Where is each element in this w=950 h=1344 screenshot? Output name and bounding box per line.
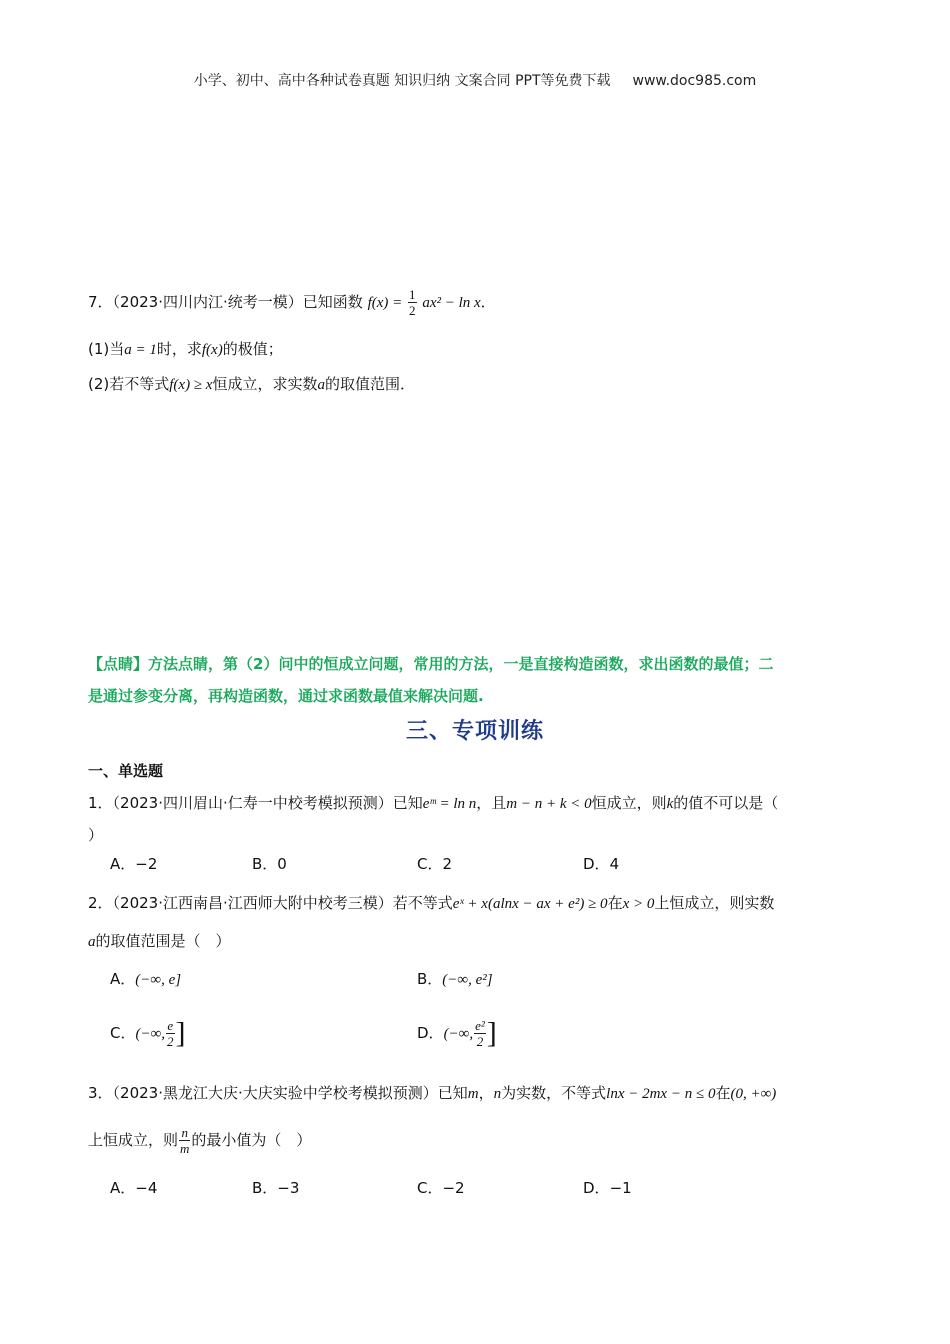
subsection-heading: 一、单选题 — [88, 762, 164, 780]
q1-prefix: 已知 — [392, 794, 423, 812]
q1-option-a[interactable] — [110, 853, 157, 874]
q3-source: （2023·黑龙江大庆·大庆实验中学校考模拟预测） — [112, 1084, 438, 1102]
q2-option-b[interactable] — [417, 968, 493, 989]
q3-number: 3． — [88, 1084, 113, 1102]
hint-line-2: 是通过参变分离，再构造函数，通过求函数最值来解决问题. — [88, 687, 484, 705]
q3-option-b-label: B． — [252, 1179, 278, 1197]
q3-option-d-label: D． — [583, 1179, 610, 1197]
q2-option-d-left: (−∞, — [443, 1026, 474, 1042]
q3-option-c-value: −2 — [442, 1179, 465, 1197]
q7-part2-math1: f(x) ≥ x — [169, 377, 213, 393]
q2-option-b-value: (−∞, e²] — [442, 972, 493, 988]
q3-line2-end: 的最小值为（ ） — [191, 1131, 312, 1149]
q2-option-d-right: ] — [486, 1016, 497, 1050]
q3-mid2: 在 — [715, 1084, 731, 1102]
q2-option-d-num: e² — [475, 1018, 485, 1033]
q2-line2-end: 的取值范围是（ ） — [95, 932, 231, 950]
q2-prefix: 若不等式 — [392, 894, 453, 912]
q1-math3: k — [666, 796, 674, 812]
q1-math2: m − n + k < 0 — [506, 796, 592, 812]
q7-source: （2023·四川内江·统考一模） — [112, 293, 303, 311]
q2-line2-math: a — [88, 934, 96, 950]
q1-stem-line2: ） — [88, 826, 104, 844]
q3-option-d-value: −1 — [609, 1179, 632, 1197]
q7-frac-den: 2 — [409, 303, 416, 318]
q2-option-c-fraction — [166, 1019, 175, 1048]
q2-math1: eˣ + x(alnx − ax + e²) ≥ 0 — [452, 896, 608, 912]
q3-option-a[interactable] — [110, 1177, 157, 1198]
q3-math2: n — [493, 1086, 502, 1102]
q2-number: 2． — [88, 894, 113, 912]
page-header — [0, 70, 950, 90]
q1-math1: eᵐ = ln n — [422, 796, 477, 812]
q3-option-b[interactable] — [252, 1177, 299, 1198]
q1-option-b-value: 0 — [277, 855, 287, 873]
q2-math2: x > 0 — [622, 896, 655, 912]
q7-stem-prefix: 已知函数 — [302, 293, 363, 311]
q1-option-d-label: D． — [583, 855, 610, 873]
q1-option-c[interactable] — [417, 853, 452, 874]
q7-part1 — [88, 338, 283, 359]
q1-source: （2023·四川眉山·仁寿一中校考模拟预测） — [112, 794, 393, 812]
q3-math3: lnx − 2mx − n ≤ 0 — [606, 1086, 716, 1102]
q2-option-d-label: D． — [417, 1024, 444, 1042]
q2-option-a-label: A． — [110, 970, 136, 988]
q2-stem — [88, 892, 774, 913]
q3-option-d[interactable] — [583, 1177, 632, 1198]
q7-part2-mid: 恒成立，求实数 — [212, 375, 318, 393]
q7-formula-rhs: ax² − ln x — [422, 295, 481, 311]
q3-stem-line2 — [88, 1122, 311, 1158]
q7-part2 — [88, 373, 415, 394]
q7-part1-end: 的极值； — [222, 340, 283, 358]
q3-option-b-value: −3 — [277, 1179, 300, 1197]
q3-option-c-label: C． — [417, 1179, 443, 1197]
header-text: 小学、初中、高中各种试卷真题 知识归纳 文案合同 PPT等免费下载 — [193, 73, 611, 89]
q3-math4: (0, +∞) — [730, 1086, 777, 1102]
q2-option-d[interactable] — [417, 1015, 497, 1052]
q2-option-b-label: B． — [417, 970, 443, 988]
q1-option-d-value: 4 — [609, 855, 620, 873]
q7-frac-num: 1 — [409, 287, 416, 302]
q1-stem — [88, 792, 778, 813]
q1-mid1: ，且 — [476, 794, 507, 812]
q1-option-c-value: 2 — [442, 855, 453, 873]
q7-part1-math2: f(x) — [201, 342, 223, 358]
q7-stem — [88, 288, 496, 317]
header-url[interactable]: www.doc985.com — [632, 73, 757, 89]
q2-option-a-value: (−∞, e] — [135, 972, 182, 988]
q1-option-b[interactable] — [252, 853, 287, 874]
q2-option-c-num: e — [167, 1018, 174, 1033]
q7-part2-math2: a — [317, 377, 325, 393]
q1-option-b-label: B． — [252, 855, 278, 873]
q3-frac-num: n — [179, 1126, 190, 1141]
q2-stem-line2 — [88, 930, 231, 951]
section-title: 三、专项训练 — [405, 719, 544, 744]
q3-stem — [88, 1082, 776, 1103]
q7-part1-math1: a = 1 — [124, 342, 157, 358]
q2-option-c-den: 2 — [167, 1034, 174, 1049]
q2-option-c-label: C． — [110, 1024, 136, 1042]
q1-option-a-label: A． — [110, 855, 136, 873]
q1-number: 1． — [88, 794, 113, 812]
q1-option-d[interactable] — [583, 853, 619, 874]
q2-option-c[interactable] — [110, 1015, 186, 1052]
q3-prefix: 已知 — [437, 1084, 468, 1102]
q2-mid: 在 — [607, 894, 623, 912]
q2-option-a[interactable] — [110, 968, 181, 989]
q3-mid: 为实数，不等式 — [501, 1084, 607, 1102]
q7-part2-end: 的取值范围． — [324, 375, 415, 393]
q3-option-a-label: A． — [110, 1179, 136, 1197]
q2-option-d-den: 2 — [476, 1034, 484, 1049]
q3-option-a-value: −4 — [135, 1179, 158, 1197]
q7-part1-prefix: (1)当 — [88, 340, 125, 358]
q3-frac-den: m — [180, 1141, 190, 1156]
q1-mid2: 恒成立，则 — [591, 794, 667, 812]
q7-number: 7． — [88, 293, 113, 311]
q7-part2-prefix: (2)若不等式 — [88, 375, 170, 393]
q2-source: （2023·江西南昌·江西师大附中校考三模） — [112, 894, 393, 912]
q1-end: 的值不可以是（ — [673, 794, 779, 812]
hint-line-1: 【点睛】方法点睛，第（2）问中的恒成立问题，常用的方法，一是直接构造函数，求出函数的最值；二 — [88, 655, 774, 673]
q1-option-c-label: C． — [417, 855, 443, 873]
q3-sep: ， — [478, 1084, 494, 1102]
q2-option-d-fraction — [474, 1019, 486, 1048]
q2-option-c-left: (−∞, — [135, 1026, 166, 1042]
q3-line2-prefix: 上恒成立，则 — [88, 1131, 179, 1149]
q2-end: 上恒成立，则实数 — [654, 894, 775, 912]
q3-math1: m — [467, 1086, 479, 1102]
q1-option-a-value: −2 — [135, 855, 158, 873]
q7-stem-end: ． — [480, 293, 496, 311]
q7-formula-lhs: f(x) = — [367, 295, 403, 311]
q3-option-c[interactable] — [417, 1177, 465, 1198]
q2-option-c-right: ] — [175, 1016, 186, 1050]
q7-part1-mid: 时，求 — [156, 340, 202, 358]
q3-fraction — [179, 1126, 190, 1155]
q7-formula-fraction — [408, 288, 417, 317]
